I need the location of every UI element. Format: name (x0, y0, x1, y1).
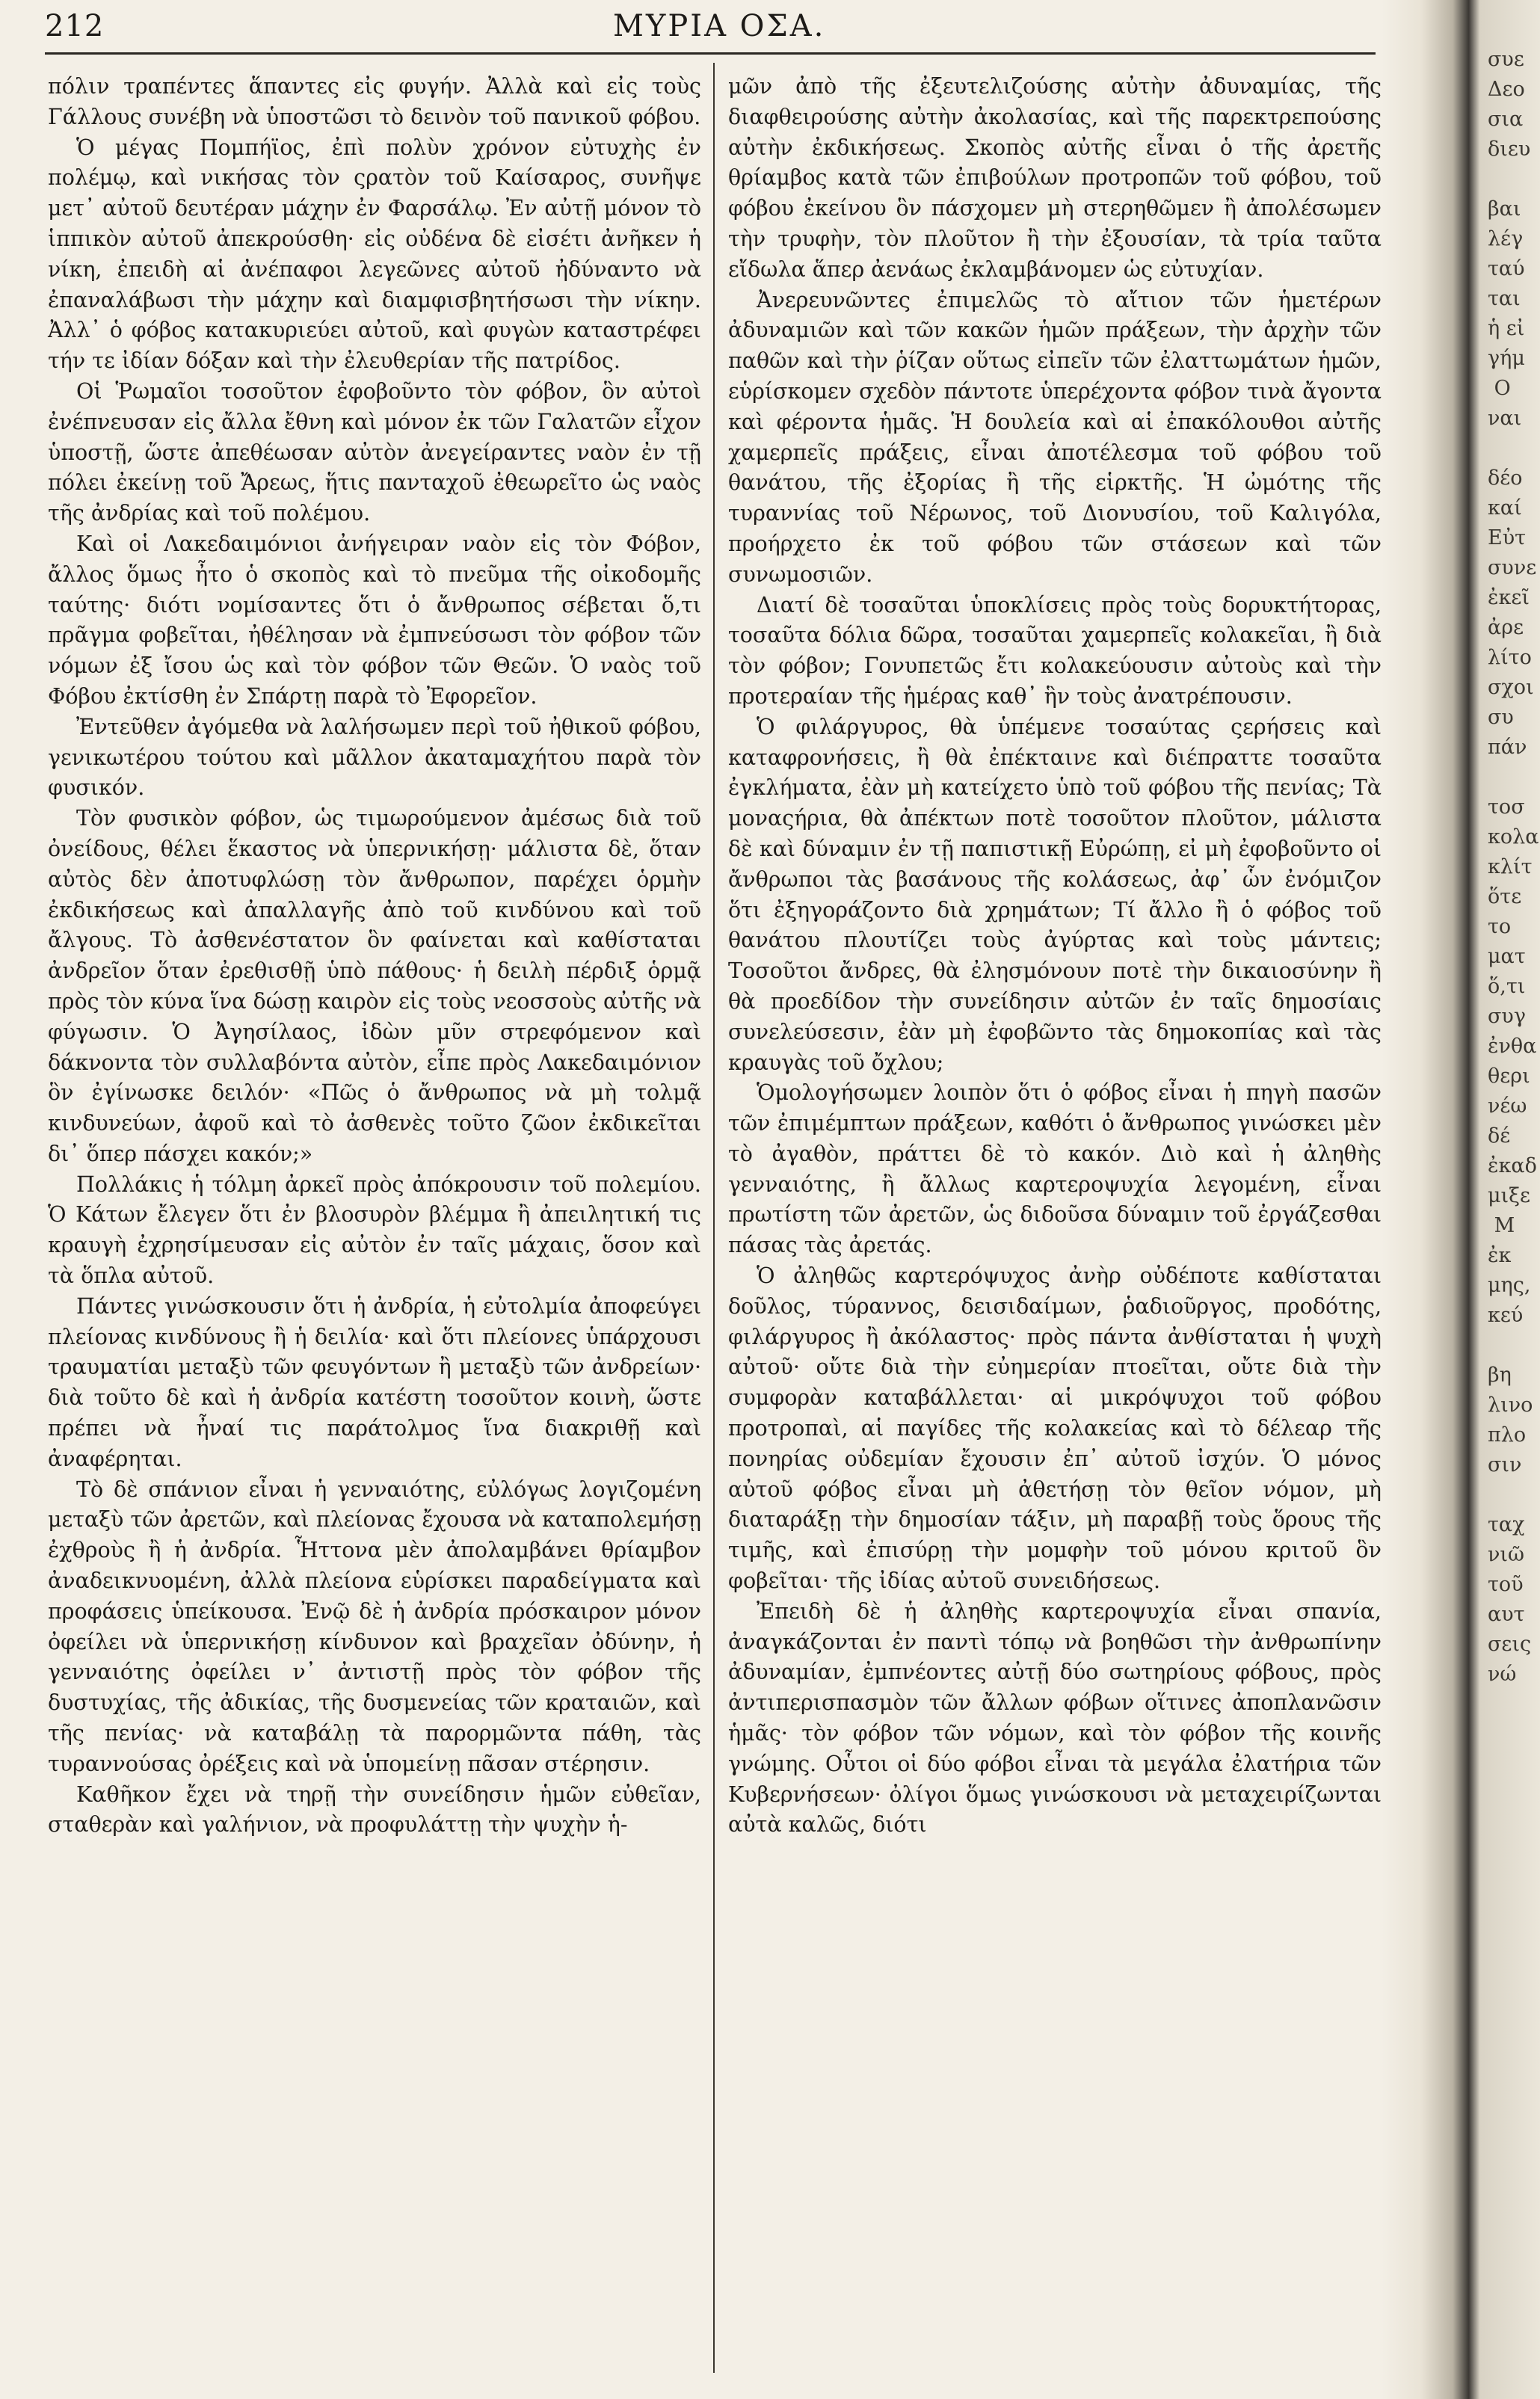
paragraph: Καὶ οἱ Λακεδαιμόνιοι ἀνήγειραν ναὸν εἰς τὸν Φόβον, ἄλλος ὅμως ἦτο ὁ σκοπὸς καὶ τὸ πνεῦμα τῆς οἰκοδομῆς ταύτης· διότι νομίσαντες ὅτι ὁ ἄνθρωπος σέβεται ὅ,τι πρᾶγμα φοβεῖται, ἠθέλησαν νὰ ἐμπνεύσωσι τὸν φόβον τῶν νόμων ἐξ ἴσου ὡς καὶ τὸν φόβον τῶν Θεῶν. Ὁ ναὸς τοῦ Φόβου ἐκτίσθη ἐν Σπάρτῃ παρὰ τὸ Ἐφορεῖον. (48, 531, 701, 709)
paragraph: Ὁμολογήσωμεν λοιπὸν ὅτι ὁ φόβος εἶναι ἡ πηγὴ πασῶν τῶν ἐπιμέμπτων πράξεων, καθότι ὁ ἄνθρωπος γινώσκει μὲν τὸ ἀγαθὸν, πράττει δὲ τὸ κακόν. Διὸ καὶ ἡ ἀληθὴς γενναιότης, ἢ ἄλλως καρτεροψυχία λεγομένη, εἶναι πρωτίστη τῶν ἀρετῶν, ὡς διδοῦσα δύναμιν τοῦ ἐργάζεσθαι πάσας τὰς ἀρετάς. (728, 1080, 1382, 1258)
paragraph: Καθῆκον ἔχει νὰ τηρῇ τὴν συνείδησιν ἡμῶν εὐθεῖαν, σταθερὰν καὶ γαλήνιον, νὰ προφυλάττῃ τὴν ψυχὴν ἡ- (48, 1781, 701, 1838)
right-column (728, 72, 1382, 1841)
paragraph: Διατί δὲ τοσαῦται ὑποκλίσεις πρὸς τοὺς δορυκτήτορας, τοσαῦτα δόλια δῶρα, τοσαῦται χαμερπεῖς κολακεῖαι, ἢ διὰ τὸν φόβον; Γονυπετῶς ἔτι κολακεύουσιν αὐτοὺς καὶ τὴν προτεραίαν τῆς ἡμέρας καθ᾽ ἣν τοὺς ἀνατρέπουσιν. (728, 592, 1382, 709)
left-column (48, 72, 701, 1841)
facing-page-fragments: συε Δεο σια διευ βαι λέγ ταύ ται ἡ εἰ γήμ Ο ναι δέο καί Εὐτ συνε ἐκεῖ ἀρε λίτο σχοι συ πάν τοσ κολα κλίτ ὅτε το ματ ὅ,τι συγ ἐνθα θερι νέω δέ ἐκαδ μιξε Μ ἐκ μης, κεύ βη λινο πλο σιν ταχ νιῶ τοῦ αυτ σεις νώ (1488, 48, 1539, 1686)
paragraph: Πάντες γινώσκουσιν ὅτι ἡ ἀνδρία, ἡ εὐτολμία ἀποφεύγει πλείονας κινδύνους ἢ ἡ δειλία· καὶ ὅτι πλείονες ὑπάρχουσι τραυματίαι μεταξὺ τῶν φευγόντων ἢ μεταξὺ τῶν ἀνδρείων· διὰ τοῦτο δὲ καὶ ἡ ἀνδρία κατέστη τοσοῦτον κοινὴ, ὥστε πρέπει νὰ ἦναί τις παράτολμος ἵνα διακριθῇ καὶ ἀναφέρηται. (48, 1293, 701, 1471)
paragraph: Τὸν φυσικὸν φόβον, ὡς τιμωρούμενον ἀμέσως διὰ τοῦ ὀνείδους, θέλει ἕκαστος νὰ ὑπερνικήσῃ· μάλιστα δὲ, ὅταν αὐτὸς δὲν ἀποτυφλώσῃ τὸν ἄνθρωπον, παρέχει ὁρμὴν ἐκδικήσεως καὶ ἀπαλλαγῆς ἀπὸ τοῦ κινδύνου καὶ τοῦ ἄλγους. Τὸ ἀσθενέστατον ὃν φαίνεται καὶ καθίσταται ἀνδρεῖον ὅταν ἐρεθισθῇ ὑπὸ πάθους· ἡ δειλὴ πέρδιξ ὁρμᾷ πρὸς τὸν κύνα ἵνα δώσῃ καιρὸν εἰς τοὺς νεοσσοὺς αὐτῆς νὰ φύγωσιν. Ὁ Ἀγησίλαος, ἰδὼν μῦν στρεφόμενον καὶ δάκνοντα τὸν συλλαβόντα αὐτὸν, εἶπε πρὸς Λακεδαιμόνιον ὃν ἐγίνωσκε δειλόν· «Πῶς ὁ ἄνθρωπος νὰ μὴ τολμᾷ κινδυνεύων, ἀφοῦ καὶ τὸ ἀσθενὲς τοῦτο ζῶον ἐκδικεῖται δι᾽ ὅπερ πάσχει κακόν;» (48, 806, 701, 1166)
paragraph: Ἐπειδὴ δὲ ἡ ἀληθὴς καρτεροψυχία εἶναι σπανία, ἀναγκάζονται ἐν παντὶ τόπῳ νὰ βοηθῶσι τὴν ἀνθρωπίνην ἀδυναμίαν, ἐμπνέοντες αὐτῇ δύο σωτηρίους φόβους, πρὸς ἀντιπερισπασμὸν τῶν ἄλλων φόβων οἵτινες ἀποπλανῶσιν ἡμᾶς· τὸν φόβον τῶν νόμων, καὶ τὸν φόβον τῆς κοινῆς γνώμης. Οὗτοι οἱ δύο φόβοι εἶναι τὰ μεγάλα ἐλατήρια τῶν Κυβερνήσεων· ὀλίγοι ὅμως γινώσκουσι νὰ μεταχειρίζωνται αὐτὰ καλῶς, διότι (728, 1598, 1382, 1838)
page-header (45, 3, 1376, 45)
running-title: ΜΥΡΙΑ ΟΣΑ. (613, 9, 826, 43)
paragraph: Ὁ ἀληθῶς καρτερόψυχος ἀνὴρ οὐδέποτε καθίσταται δοῦλος, τύραννος, δεισιδαίμων, ῥαδιοῦργος, προδότης, φιλάργυρος ἢ ἀκόλαστος· πρὸς πάντα ἀνθίσταται ἡ ψυχὴ αὐτοῦ· οὔτε διὰ τὴν εὐημερίαν πτοεῖται, οὔτε διὰ τὴν συμφορὰν καταβάλλεται· αἱ μικρόψυχοι τοῦ φόβου προτροπαὶ, αἱ παγίδες τῆς κολακείας καὶ τὸ δέλεαρ τῆς πονηρίας οὐδεμίαν ἔχουσιν ἐπ᾽ αὐτοῦ ἰσχύν. Ὁ μόνος αὐτοῦ φόβος εἶναι μὴ ἀθετήσῃ τὸν θεῖον νόμον, μὴ διαταράξῃ τὴν δημοσίαν τάξιν, μὴ παραβῇ τοὺς ὅρους τῆς τιμῆς, καὶ ἐπισύρῃ τὴν μομφὴν τοῦ μόνου κριτοῦ ὃν φοβεῖται· τῆς ἰδίας αὐτοῦ συνειδήσεως. (728, 1263, 1382, 1594)
paragraph: μῶν ἀπὸ τῆς ἐξευτελιζούσης αὐτὴν ἀδυναμίας, τῆς διαφθειρούσης αὐτὴν ἀκολασίας, καὶ τῆς παρεκτρεπούσης αὐτὴν ἐκδικήσεως. Σκοπὸς αὐτῆς εἶναι ὁ τῆς ἀρετῆς θρίαμβος κατὰ τῶν ἐπιβούλων προτροπῶν τοῦ φόβου, τοῦ φόβου ἐκείνου ὃν πάσχομεν μὴ στερηθῶμεν ἢ ἀπολέσωμεν τὴν τρυφὴν, τὸν πλοῦτον ἢ τὴν ἐξουσίαν, τὰ τρία ταῦτα εἴδωλα ἅπερ ἀενάως ἐκλαμβάνομεν ὡς εὐτυχίαν. (728, 74, 1382, 282)
column-divider (713, 63, 715, 2373)
page-number: 212 (45, 9, 105, 43)
paragraph: Πολλάκις ἡ τόλμη ἀρκεῖ πρὸς ἀπόκρουσιν τοῦ πολεμίου. Ὁ Κάτων ἔλεγεν ὅτι ἐν βλοσυρὸν βλέμμα ἢ ἀπειλητική τις κραυγὴ ἐχρησίμευσαν εἰς αὐτὸν ἐν ταῖς μάχαις, ὅσον καὶ τὰ ὅπλα αὐτοῦ. (48, 1171, 701, 1289)
paragraph: Ὁ μέγας Πομπήϊος, ἐπὶ πολὺν χρόνον εὐτυχὴς ἐν πολέμῳ, καὶ νικήσας τὸν ςρατὸν τοῦ Καίσαρος, συνῆψε μετ᾽ αὐτοῦ δευτέραν μάχην ἐν Φαρσάλῳ. Ἐν αὐτῇ μόνον τὸ ἱππικὸν αὐτοῦ ἀπεκρούσθη· εἰς οὐδένα δὲ εἰσέτι ἀνῆκεν ἡ νίκη, ἐπειδὴ αἱ ἀνέπαφοι λεγεῶνες αὐτοῦ ἠδύναντο νὰ ἐπαναλάβωσι τὴν μάχην καὶ διαμφισβητήσωσι τὴν νίκην. Ἀλλ᾽ ὁ φόβος κατακυριεύει αὐτοῦ, καὶ φυγὼν καταστρέφει τήν τε ἰδίαν δόξαν καὶ τὴν ἐλευθερίαν τῆς πατρίδος. (48, 135, 701, 374)
header-rule (45, 52, 1376, 55)
paragraph: Τὸ δὲ σπάνιον εἶναι ἡ γενναιότης, εὐλόγως λογιζομένη μεταξὺ τῶν ἀρετῶν, καὶ πλείονας ἔχουσα νὰ καταπολεμήσῃ ἐχθροὺς ἢ ἡ ἀνδρία. Ἧττονα μὲν ἀπολαμβάνει θρίαμβον ἀναδεικνυομένη, ἀλλὰ πλείονα εὑρίσκει παραδείγματα καὶ προφάσεις ὑπείκουσα. Ἐνῷ δὲ ἡ ἀνδρία πρόσκαιρον μόνον ὀφείλει νὰ ὑπερνικήσῃ κίνδυνον καὶ βραχεῖαν ὀδύνην, ἡ γενναιότης ὀφείλει ν᾽ ἀντιστῇ πρὸς τὸν φόβον τῆς δυστυχίας, τῆς ἀδικίας, τῆς δυσμενείας τῶν κραταιῶν, καὶ τῆς πενίας· νὰ καταβάλῃ τὰ παρορμῶντα πάθη, τὰς τυραννούσας ὀρέξεις καὶ νὰ ὑπομείνῃ πᾶσαν στέρησιν. (48, 1476, 701, 1776)
paragraph: Ἀνερευνῶντες ἐπιμελῶς τὸ αἴτιον τῶν ἡμετέρων ἀδυναμιῶν καὶ τῶν κακῶν ἡμῶν πράξεων, τὴν ἀρχὴν τῶν παθῶν καὶ τὴν ῥίζαν οὕτως εἰπεῖν τῶν ἐλαττωμάτων ἡμῶν, εὑρίσκομεν σχεδὸν πάντοτε ὑπερέχοντα φόβον τινὰ ἄγοντα καὶ φέροντα ἡμᾶς. Ἡ δουλεία καὶ αἱ ἐπακόλουθοι αὐτῆς χαμερπεῖς πράξεις, εἶναι ἀποτέλεσμα τοῦ φόβου τοῦ θανάτου, τῆς ἐξορίας ἢ τῆς εἱρκτῆς. Ἡ ὠμότης τῆς τυραννίας τοῦ Νέρωνος, τοῦ Διονυσίου, τοῦ Καλιγόλα, προήρχετο ἐκ τοῦ φόβου τῶν στάσεων καὶ τῶν συνωμοσιῶν. (728, 287, 1382, 587)
paragraph: πόλιν τραπέντες ἅπαντες εἰς φυγήν. Ἀλλὰ καὶ εἰς τοὺς Γάλλους συνέβη νὰ ὑποστῶσι τὸ δεινὸν τοῦ πανικοῦ φόβου. (48, 74, 701, 129)
paragraph: Ὁ φιλάργυρος, θὰ ὑπέμενε τοσαύτας ςερήσεις καὶ καταφρονήσεις, ἢ θὰ ἐπέκταινε καὶ διέπραττε τοσαῦτα ἐγκλήματα, ἐὰν μὴ κατείχετο ὑπὸ τοῦ φόβου τῆς πενίας; Τὰ μοναςήρια, θὰ ἀπέκτων ποτὲ τοσοῦτον πλοῦτον, μάλιστα δὲ καὶ δύναμιν ἐν τῇ παπιστικῇ Εὐρώπῃ, εἰ μὴ ἐφοβοῦντο οἱ ἄνθρωποι τὰς βασάνους τῆς κολάσεως, ἀφ᾽ ὧν ἐνόμιζον ὅτι ἐξηγοράζοντο διὰ χρημάτων; Τί ἄλλο ἢ ὁ φόβος τοῦ θανάτου πλουτίζει τοὺς ἀγύρτας καὶ τοὺς μάντεις; Τοσοῦτοι ἄνδρες, θὰ ἐλησμόνουν ποτὲ τὴν δικαιοσύνην ἢ θὰ προεδίδον τὴν συνείδησιν αὐτῶν ἐν ταῖς δημοσίαις συνελεύσεσιν, ἐὰν μὴ ἐφοβῶντο τὰς δημοκοπίας καὶ τὰς κραυγὰς τοῦ ὄχλου; (728, 714, 1382, 1075)
paragraph: Οἱ Ῥωμαῖοι τοσοῦτον ἐφοβοῦντο τὸν φόβον, ὃν αὐτοὶ ἐνέπνευσαν εἰς ἄλλα ἔθνη καὶ μόνον ἐκ τῶν Γαλατῶν εἶχον ὑποστῇ, ὥστε ἀπεθέωσαν αὐτὸν ἀνεγείραντες ναὸν ἐν τῇ πόλει ἐκείνῃ τοῦ Ἄρεως, ἥτις πανταχοῦ ἐθεωρεῖτο ὡς ναὸς τῆς ἀνδρίας καὶ τοῦ πολέμου. (48, 378, 701, 526)
paragraph: Ἐντεῦθεν ἀγόμεθα νὰ λαλήσωμεν περὶ τοῦ ἠθικοῦ φόβου, γενικωτέρου τούτου καὶ μᾶλλον ἀκαταμαχήτου παρὰ τὸν φυσικόν. (48, 714, 701, 801)
